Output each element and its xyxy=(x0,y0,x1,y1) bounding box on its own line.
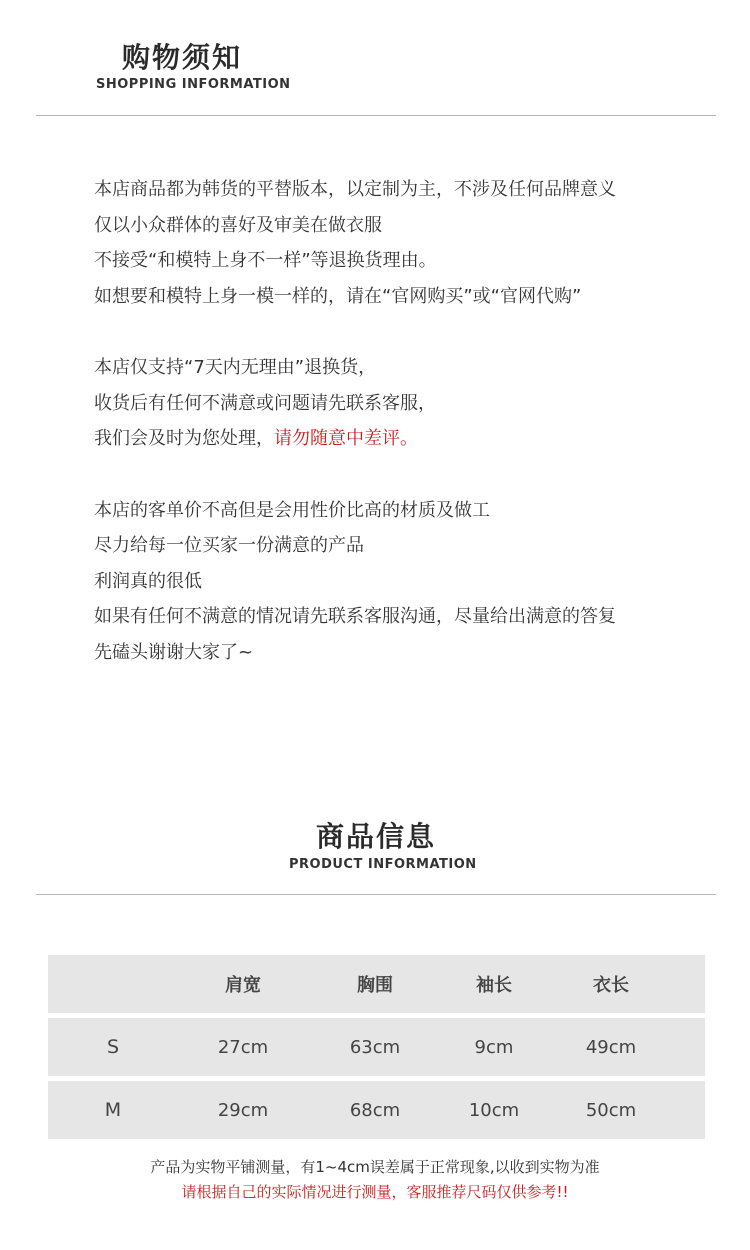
product-info-subtitle: PRODUCT INFORMATION xyxy=(289,857,477,872)
measurement-note: 产品为实物平铺测量，有1~4cm误差属于正常现象,以收到实物为准 xyxy=(150,1158,600,1176)
sleeve-value: 10cm xyxy=(468,1099,520,1121)
notice-paragraph xyxy=(94,172,714,314)
size-label: M xyxy=(104,1099,122,1121)
size-table-header-chest: 胸围 xyxy=(357,975,393,996)
notice-text: 本店仅支持“7天内无理由”退换货， xyxy=(94,357,377,378)
notice-line xyxy=(94,279,714,315)
product-info-header xyxy=(0,800,750,900)
shopping-info-title: 购物须知 xyxy=(122,41,243,74)
size-table xyxy=(48,955,705,1139)
size-table-header-shoulder: 肩宽 xyxy=(225,975,261,996)
notice-text: 利润真的很低 xyxy=(94,570,202,592)
notice-text: 如想要和模特上身一模一样的，请在“官网购买”或“官网代购” xyxy=(94,285,582,307)
notice-line xyxy=(94,172,714,208)
notice-line xyxy=(94,386,714,422)
notice-line xyxy=(94,564,714,600)
notice-text: 尽力给每一位买家一份满意的产品 xyxy=(94,535,364,556)
sleeve-value: 9cm xyxy=(474,1036,514,1058)
shoulder-value: 29cm xyxy=(217,1099,269,1121)
notice-text: 收货后有任何不满意或问题请先联系客服， xyxy=(94,392,436,414)
chest-value: 68cm xyxy=(349,1099,401,1121)
notice-text: 本店商品都为韩货的平替版本，以定制为主，不涉及任何品牌意义 xyxy=(94,179,616,200)
table-row xyxy=(48,1018,705,1076)
notice-text: 先磕头谢谢大家了~ xyxy=(94,641,254,663)
notice-line xyxy=(94,350,714,386)
product-info-divider xyxy=(36,894,716,895)
notice-text: 仅以小众群体的喜好及审美在做衣服 xyxy=(94,214,382,236)
chest-value: 63cm xyxy=(349,1036,401,1058)
notice-line xyxy=(94,493,714,529)
length-value: 50cm xyxy=(585,1099,637,1121)
notice-text: 不接受“和模特上身不一样”等退换货理由。 xyxy=(94,250,437,271)
notice-text: 我们会及时为您处理， xyxy=(94,428,274,449)
shoulder-value: 27cm xyxy=(217,1036,269,1058)
size-warning: 请根据自己的实际情况进行测量，客服推荐尺码仅供参考!! xyxy=(181,1183,569,1201)
shopping-notice xyxy=(94,172,714,706)
size-label: S xyxy=(106,1036,120,1058)
product-info-title: 商品信息 xyxy=(316,820,437,853)
shopping-info-subtitle: SHOPPING INFORMATION xyxy=(96,77,291,92)
shopping-info-divider xyxy=(36,115,716,116)
notice-line xyxy=(94,528,714,564)
notice-paragraph xyxy=(94,350,714,457)
shopping-info-header xyxy=(0,0,750,120)
notice-line xyxy=(94,243,714,279)
notice-line xyxy=(94,599,714,635)
size-table-header-row xyxy=(48,955,705,1013)
notice-line xyxy=(94,635,714,671)
no-bad-review-warning: 请勿随意中差评。 xyxy=(274,428,418,449)
notice-paragraph xyxy=(94,493,714,671)
size-table-header-sleeve: 袖长 xyxy=(476,975,512,996)
table-row xyxy=(48,1081,705,1139)
notice-line xyxy=(94,208,714,244)
notice-line xyxy=(94,421,714,457)
length-value: 49cm xyxy=(585,1036,637,1058)
size-table-header-length: 衣长 xyxy=(593,975,629,996)
notice-text: 如果有任何不满意的情况请先联系客服沟通，尽量给出满意的答复 xyxy=(94,606,616,627)
notice-text: 本店的客单价不高但是会用性价比高的材质及做工 xyxy=(94,499,490,521)
